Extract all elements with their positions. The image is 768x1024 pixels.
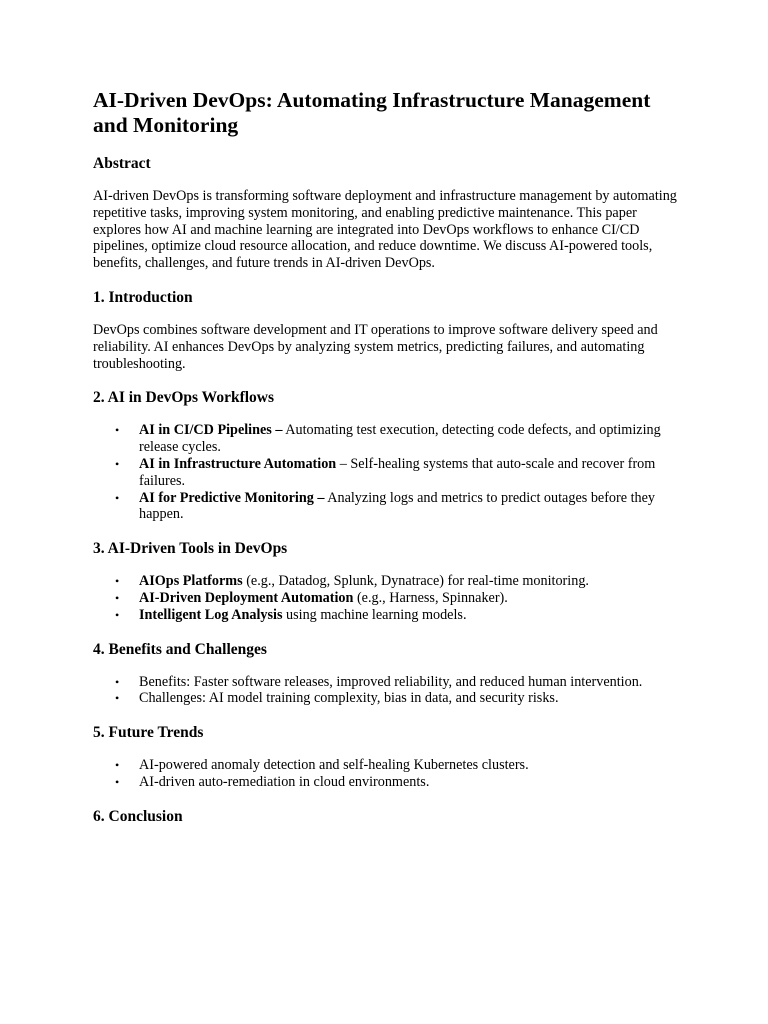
bullet-icon: •	[115, 607, 120, 622]
tools-list	[93, 573, 678, 623]
benefits-heading: 4. Benefits and Challenges	[93, 640, 267, 658]
item-lead: AI in Infrastructure Automation	[139, 455, 337, 472]
item-lead: AI-Driven Deployment Automation	[139, 589, 354, 606]
item-text: Automating test execution, detecting code defects, and optimizing release cycles.	[139, 422, 661, 456]
item-text: (e.g., Harness, Spinnaker).	[353, 589, 508, 606]
list-item	[115, 422, 678, 456]
list-item	[115, 573, 678, 590]
bullet-icon: •	[115, 423, 120, 438]
bullet-icon: •	[115, 758, 120, 773]
workflows-list	[93, 422, 678, 523]
benefits-list	[93, 674, 678, 708]
item-text: AI-driven auto-remediation in cloud environments.	[139, 773, 430, 790]
bullet-icon: •	[115, 490, 120, 505]
list-item	[115, 489, 678, 524]
bullet-icon: •	[115, 674, 120, 689]
list-item	[115, 690, 678, 707]
bullet-icon: •	[115, 456, 120, 471]
workflows-heading: 2. AI in DevOps Workflows	[93, 389, 275, 407]
item-lead: AI for Predictive Monitoring –	[139, 489, 325, 506]
item-text: using machine learning models.	[282, 606, 467, 623]
item-text: Challenges: AI model training complexity, bias in data, and security risks.	[139, 690, 559, 707]
item-lead: Intelligent Log Analysis	[139, 606, 283, 623]
list-item	[115, 455, 678, 490]
tools-heading: 3. AI-Driven Tools in DevOps	[93, 540, 288, 558]
list-item	[115, 773, 678, 791]
item-text: Analyzing logs and metrics to predict outages before they happen.	[139, 489, 656, 523]
item-text: AI-powered anomaly detection and self-healing Kubernetes clusters.	[139, 757, 529, 774]
conclusion-heading: 6. Conclusion	[93, 807, 183, 825]
abstract-heading: Abstract	[93, 155, 151, 172]
trends-heading: 5. Future Trends	[93, 724, 204, 742]
item-lead: AIOps Platforms	[139, 573, 243, 590]
list-item	[115, 757, 678, 774]
item-text: – Self-healing systems that auto-scale and recover from failures.	[139, 455, 656, 489]
trends-list	[93, 757, 678, 791]
bullet-icon: •	[115, 574, 120, 589]
list-item	[115, 606, 678, 624]
bullet-icon: •	[115, 774, 120, 789]
list-item	[115, 673, 678, 691]
item-text: Benefits: Faster software releases, improved reliability, and reduced human intervention.	[139, 673, 643, 690]
document-title: AI-Driven DevOps: Automating Infrastructure Management and Monitoring	[93, 88, 651, 137]
abstract-text: AI-driven DevOps is transforming software deployment and infrastructure management by automating repetitive tasks, improving system monitoring, and enabling predictive maintenance. This paper explores how AI and machine learning are integrated into DevOps workflows to enhance CI/CD pipelines, optimize cloud resource allocation, and reduce downtime. We discuss AI-powered tools, benefits, challenges, and future trends in AI-driven DevOps.	[93, 188, 677, 272]
item-lead: AI in CI/CD Pipelines –	[139, 422, 283, 439]
introduction-heading: 1. Introduction	[93, 288, 193, 306]
bullet-icon: •	[115, 691, 120, 706]
list-item	[115, 589, 678, 607]
introduction-text: DevOps combines software development and IT operations to improve software delivery speed and reliability. AI enhances DevOps by analyzing system metrics, predicting failures, and automating troubleshooting.	[93, 321, 658, 372]
item-text: (e.g., Datadog, Splunk, Dynatrace) for real-time monitoring.	[242, 573, 589, 590]
bullet-icon: •	[115, 590, 120, 605]
